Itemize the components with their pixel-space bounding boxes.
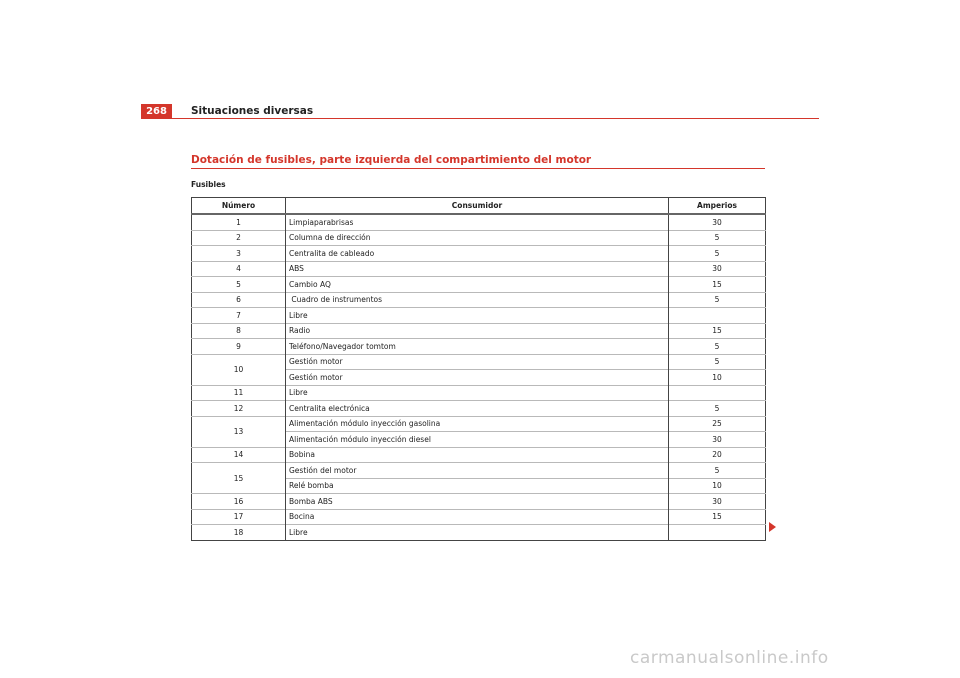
table-row xyxy=(192,509,766,525)
table-row xyxy=(192,447,766,463)
table-row xyxy=(192,385,766,401)
fuse-amps: 15 xyxy=(669,509,766,525)
fuse-amps: 5 xyxy=(669,230,766,246)
fuse-consumer: Libre xyxy=(286,525,669,541)
fuse-number: 13 xyxy=(192,416,286,447)
fuse-number: 9 xyxy=(192,339,286,355)
fuse-consumer: ABS xyxy=(286,261,669,277)
fuse-number: 18 xyxy=(192,525,286,541)
fuse-consumer: Bomba ABS xyxy=(286,494,669,510)
fuse-consumer: Gestión motor xyxy=(286,370,669,386)
fuse-consumer: Columna de dirección xyxy=(286,230,669,246)
fuse-amps: 10 xyxy=(669,478,766,494)
fuse-consumer: Radio xyxy=(286,323,669,339)
subheading-fusibles: Fusibles xyxy=(191,180,226,189)
fuse-number: 11 xyxy=(192,385,286,401)
table-row xyxy=(192,277,766,293)
table-row xyxy=(192,246,766,262)
section-rule xyxy=(191,168,765,169)
fuse-amps: 30 xyxy=(669,261,766,277)
table-row xyxy=(192,416,766,432)
table-row xyxy=(192,354,766,370)
fuse-consumer: Limpiaparabrisas xyxy=(286,214,669,230)
table-row xyxy=(192,463,766,479)
fuse-consumer: Teléfono/Navegador tomtom xyxy=(286,339,669,355)
table-row xyxy=(192,308,766,324)
fuse-amps: 5 xyxy=(669,401,766,417)
column-header-number: Número xyxy=(192,198,286,215)
fuse-amps: 5 xyxy=(669,246,766,262)
fuse-number: 16 xyxy=(192,494,286,510)
fuse-number: 14 xyxy=(192,447,286,463)
fuse-amps: 15 xyxy=(669,277,766,293)
table-row xyxy=(192,401,766,417)
table-header-row xyxy=(192,198,766,215)
fuse-number: 4 xyxy=(192,261,286,277)
column-header-consumer: Consumidor xyxy=(286,198,669,215)
fuse-amps xyxy=(669,308,766,324)
fuse-amps: 15 xyxy=(669,323,766,339)
fuse-number: 8 xyxy=(192,323,286,339)
fuse-consumer: Bobina xyxy=(286,447,669,463)
page-number: 268 xyxy=(141,104,172,119)
fuse-table xyxy=(191,197,766,541)
fuse-consumer: Cambio AQ xyxy=(286,277,669,293)
fuse-consumer: Gestión motor xyxy=(286,354,669,370)
fuse-amps: 30 xyxy=(669,214,766,230)
header-rule xyxy=(141,118,819,119)
fuse-consumer: Centralita de cableado xyxy=(286,246,669,262)
column-header-amps: Amperios xyxy=(669,198,766,215)
fuse-number: 3 xyxy=(192,246,286,262)
fuse-number: 6 xyxy=(192,292,286,308)
triangle-right-icon[interactable] xyxy=(769,522,776,532)
table-row xyxy=(192,292,766,308)
fuse-amps: 25 xyxy=(669,416,766,432)
fuse-amps xyxy=(669,385,766,401)
fuse-table-body xyxy=(192,214,766,540)
fuse-number: 12 xyxy=(192,401,286,417)
fuse-consumer: Bocina xyxy=(286,509,669,525)
fuse-number: 7 xyxy=(192,308,286,324)
fuse-consumer: Relé bomba xyxy=(286,478,669,494)
fuse-amps: 5 xyxy=(669,292,766,308)
fuse-number: 2 xyxy=(192,230,286,246)
fuse-consumer: Cuadro de instrumentos xyxy=(286,292,669,308)
fuse-consumer: Libre xyxy=(286,385,669,401)
fuse-number: 15 xyxy=(192,463,286,494)
fuse-number: 5 xyxy=(192,277,286,293)
table-row xyxy=(192,494,766,510)
fuse-amps: 20 xyxy=(669,447,766,463)
fuse-consumer: Centralita electrónica xyxy=(286,401,669,417)
table-row xyxy=(192,214,766,230)
table-row xyxy=(192,339,766,355)
fuse-number: 1 xyxy=(192,214,286,230)
fuse-number: 17 xyxy=(192,509,286,525)
fuse-consumer: Alimentación módulo inyección gasolina xyxy=(286,416,669,432)
table-row xyxy=(192,261,766,277)
table-row xyxy=(192,525,766,541)
fuse-amps: 30 xyxy=(669,432,766,448)
fuse-amps: 5 xyxy=(669,339,766,355)
fuse-amps: 30 xyxy=(669,494,766,510)
fuse-amps: 10 xyxy=(669,370,766,386)
running-title: Situaciones diversas xyxy=(191,105,314,117)
fuse-amps: 5 xyxy=(669,354,766,370)
watermark: carmanualsonline.info xyxy=(630,648,829,668)
fuse-amps: 5 xyxy=(669,463,766,479)
table-row xyxy=(192,230,766,246)
fuse-consumer: Libre xyxy=(286,308,669,324)
fuse-consumer: Gestión del motor xyxy=(286,463,669,479)
table-row xyxy=(192,323,766,339)
section-title: Dotación de fusibles, parte izquierda del compartimiento del motor xyxy=(191,154,592,166)
fuse-amps xyxy=(669,525,766,541)
fuse-number: 10 xyxy=(192,354,286,385)
fuse-consumer: Alimentación módulo inyección diesel xyxy=(286,432,669,448)
